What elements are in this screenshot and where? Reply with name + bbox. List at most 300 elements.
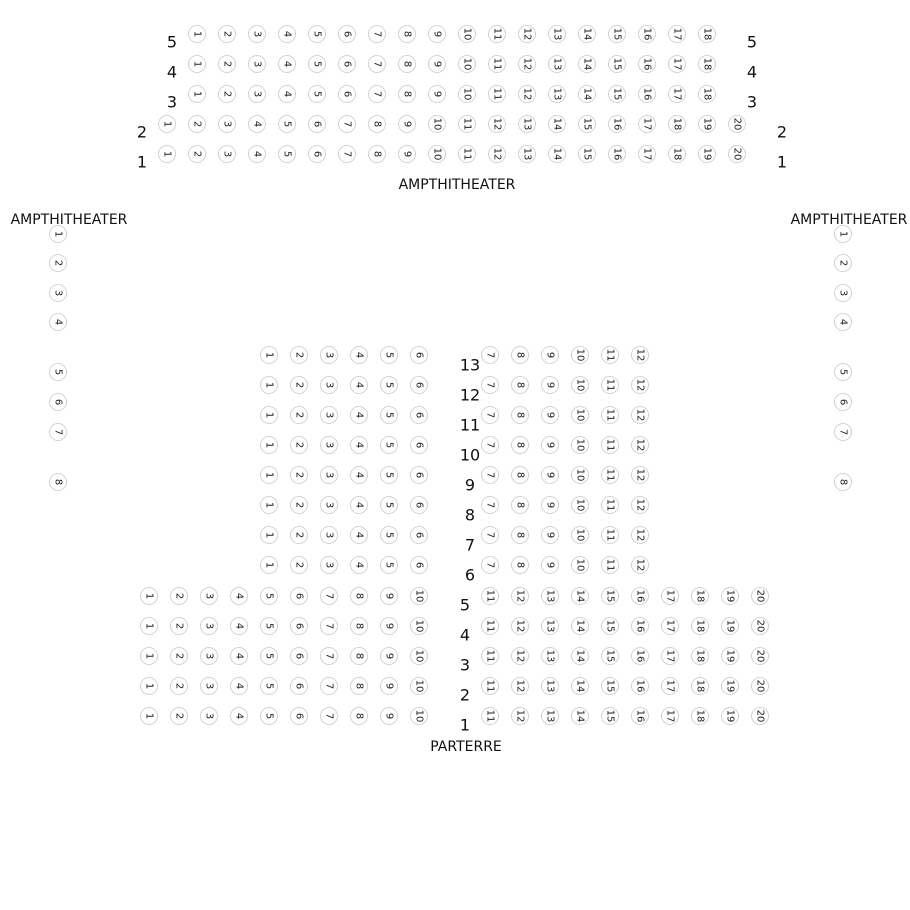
parterre-seat[interactable] [542, 527, 559, 544]
amphitheater-top-seat[interactable] [219, 26, 236, 43]
parterre-seat[interactable] [512, 708, 529, 725]
amphitheater-top-seat[interactable] [429, 86, 446, 103]
amphitheater-top-seat[interactable] [459, 116, 476, 133]
parterre-seat[interactable] [411, 527, 428, 544]
parterre-seat[interactable] [752, 708, 769, 725]
parterre-seat[interactable] [321, 708, 338, 725]
parterre-seat[interactable] [321, 557, 338, 574]
parterre-seat[interactable] [752, 588, 769, 605]
parterre-seat[interactable] [351, 678, 368, 695]
parterre-seat[interactable] [351, 588, 368, 605]
amphitheater-top-seat[interactable] [219, 86, 236, 103]
parterre-seat[interactable] [381, 347, 398, 364]
parterre-seat[interactable] [321, 467, 338, 484]
parterre-seat[interactable] [572, 648, 589, 665]
parterre-seat[interactable] [602, 527, 619, 544]
amphitheater-top-seat[interactable] [519, 26, 536, 43]
parterre-seat[interactable] [291, 467, 308, 484]
parterre-seat[interactable] [632, 648, 649, 665]
parterre-seat[interactable] [572, 588, 589, 605]
parterre-seat[interactable] [482, 618, 499, 635]
parterre-seat[interactable] [602, 467, 619, 484]
parterre-seat[interactable] [231, 678, 248, 695]
amphitheater-top-seat[interactable] [429, 146, 446, 163]
amphitheater-top-seat[interactable] [219, 146, 236, 163]
parterre-seat[interactable] [411, 407, 428, 424]
amphitheater-top-seat[interactable] [219, 116, 236, 133]
parterre-seat[interactable] [381, 407, 398, 424]
parterre-seat[interactable] [291, 437, 308, 454]
parterre-seat[interactable] [602, 648, 619, 665]
parterre-seat[interactable] [662, 678, 679, 695]
amphitheater-top-seat[interactable] [579, 56, 596, 73]
parterre-seat[interactable] [261, 648, 278, 665]
parterre-seat[interactable] [542, 407, 559, 424]
amphitheater-top-seat[interactable] [429, 26, 446, 43]
parterre-seat[interactable] [141, 588, 158, 605]
amphitheater-top-seat[interactable] [399, 86, 416, 103]
amphitheater-top-seat[interactable] [279, 86, 296, 103]
parterre-seat[interactable] [482, 437, 499, 454]
parterre-seat[interactable] [411, 588, 428, 605]
parterre-seat[interactable] [512, 347, 529, 364]
amphitheater-top-seat[interactable] [189, 146, 206, 163]
parterre-seat[interactable] [291, 588, 308, 605]
parterre-seat[interactable] [411, 648, 428, 665]
amphitheater-left-seat[interactable] [50, 364, 67, 381]
amphitheater-top-seat[interactable] [699, 26, 716, 43]
parterre-seat[interactable] [411, 497, 428, 514]
parterre-seat[interactable] [291, 648, 308, 665]
parterre-seat[interactable] [381, 708, 398, 725]
parterre-seat[interactable] [602, 347, 619, 364]
amphitheater-top-seat[interactable] [189, 26, 206, 43]
parterre-seat[interactable] [381, 377, 398, 394]
amphitheater-top-seat[interactable] [369, 56, 386, 73]
parterre-seat[interactable] [572, 497, 589, 514]
parterre-seat[interactable] [351, 708, 368, 725]
parterre-seat[interactable] [512, 678, 529, 695]
parterre-seat[interactable] [542, 618, 559, 635]
amphitheater-top-seat[interactable] [399, 146, 416, 163]
parterre-seat[interactable] [512, 557, 529, 574]
parterre-seat[interactable] [632, 678, 649, 695]
parterre-seat[interactable] [411, 618, 428, 635]
amphitheater-top-seat[interactable] [249, 56, 266, 73]
amphitheater-top-seat[interactable] [219, 56, 236, 73]
parterre-seat[interactable] [201, 588, 218, 605]
parterre-seat[interactable] [261, 437, 278, 454]
amphitheater-top-seat[interactable] [639, 116, 656, 133]
amphitheater-top-seat[interactable] [309, 146, 326, 163]
amphitheater-right-seat[interactable] [835, 394, 852, 411]
parterre-seat[interactable] [411, 708, 428, 725]
parterre-seat[interactable] [351, 377, 368, 394]
amphitheater-top-seat[interactable] [639, 146, 656, 163]
parterre-seat[interactable] [542, 467, 559, 484]
amphitheater-top-seat[interactable] [669, 56, 686, 73]
amphitheater-top-seat[interactable] [279, 116, 296, 133]
amphitheater-top-seat[interactable] [639, 26, 656, 43]
amphitheater-top-seat[interactable] [489, 116, 506, 133]
parterre-seat[interactable] [261, 407, 278, 424]
amphitheater-left-seat[interactable] [50, 474, 67, 491]
parterre-seat[interactable] [201, 618, 218, 635]
parterre-seat[interactable] [542, 557, 559, 574]
parterre-seat[interactable] [381, 467, 398, 484]
amphitheater-top-seat[interactable] [519, 86, 536, 103]
parterre-seat[interactable] [482, 527, 499, 544]
parterre-seat[interactable] [482, 407, 499, 424]
parterre-seat[interactable] [381, 527, 398, 544]
parterre-seat[interactable] [632, 437, 649, 454]
amphitheater-left-seat[interactable] [50, 424, 67, 441]
amphitheater-right-seat[interactable] [835, 285, 852, 302]
amphitheater-top-seat[interactable] [549, 26, 566, 43]
amphitheater-top-seat[interactable] [609, 146, 626, 163]
parterre-seat[interactable] [141, 708, 158, 725]
parterre-seat[interactable] [572, 407, 589, 424]
parterre-seat[interactable] [632, 377, 649, 394]
amphitheater-top-seat[interactable] [189, 86, 206, 103]
parterre-seat[interactable] [141, 648, 158, 665]
parterre-seat[interactable] [572, 377, 589, 394]
amphitheater-top-seat[interactable] [159, 116, 176, 133]
amphitheater-top-seat[interactable] [459, 146, 476, 163]
amphitheater-top-seat[interactable] [339, 146, 356, 163]
parterre-seat[interactable] [321, 678, 338, 695]
parterre-seat[interactable] [321, 497, 338, 514]
amphitheater-top-seat[interactable] [729, 116, 746, 133]
amphitheater-top-seat[interactable] [549, 86, 566, 103]
amphitheater-top-seat[interactable] [459, 86, 476, 103]
parterre-seat[interactable] [512, 527, 529, 544]
amphitheater-top-seat[interactable] [519, 146, 536, 163]
parterre-seat[interactable] [602, 588, 619, 605]
parterre-seat[interactable] [512, 648, 529, 665]
parterre-seat[interactable] [542, 708, 559, 725]
parterre-seat[interactable] [321, 377, 338, 394]
parterre-seat[interactable] [321, 407, 338, 424]
amphitheater-top-seat[interactable] [369, 116, 386, 133]
parterre-seat[interactable] [351, 648, 368, 665]
parterre-seat[interactable] [512, 407, 529, 424]
amphitheater-top-seat[interactable] [609, 56, 626, 73]
parterre-seat[interactable] [381, 678, 398, 695]
parterre-seat[interactable] [261, 618, 278, 635]
parterre-seat[interactable] [351, 618, 368, 635]
parterre-seat[interactable] [692, 648, 709, 665]
parterre-seat[interactable] [351, 467, 368, 484]
amphitheater-left-seat[interactable] [50, 255, 67, 272]
amphitheater-left-seat[interactable] [50, 394, 67, 411]
amphitheater-top-seat[interactable] [699, 86, 716, 103]
parterre-seat[interactable] [482, 467, 499, 484]
amphitheater-top-seat[interactable] [489, 56, 506, 73]
parterre-seat[interactable] [602, 407, 619, 424]
amphitheater-top-seat[interactable] [249, 86, 266, 103]
amphitheater-top-seat[interactable] [489, 146, 506, 163]
parterre-seat[interactable] [542, 648, 559, 665]
parterre-seat[interactable] [291, 407, 308, 424]
parterre-seat[interactable] [261, 557, 278, 574]
parterre-seat[interactable] [351, 437, 368, 454]
amphitheater-top-seat[interactable] [249, 116, 266, 133]
parterre-seat[interactable] [512, 377, 529, 394]
parterre-seat[interactable] [602, 497, 619, 514]
parterre-seat[interactable] [632, 527, 649, 544]
amphitheater-top-seat[interactable] [249, 146, 266, 163]
parterre-seat[interactable] [171, 618, 188, 635]
parterre-seat[interactable] [752, 678, 769, 695]
amphitheater-right-seat[interactable] [835, 226, 852, 243]
parterre-seat[interactable] [291, 678, 308, 695]
parterre-seat[interactable] [482, 648, 499, 665]
amphitheater-top-seat[interactable] [579, 146, 596, 163]
amphitheater-top-seat[interactable] [399, 56, 416, 73]
parterre-seat[interactable] [482, 588, 499, 605]
amphitheater-top-seat[interactable] [459, 26, 476, 43]
amphitheater-top-seat[interactable] [699, 56, 716, 73]
amphitheater-top-seat[interactable] [429, 56, 446, 73]
parterre-seat[interactable] [632, 467, 649, 484]
parterre-seat[interactable] [381, 437, 398, 454]
amphitheater-top-seat[interactable] [309, 86, 326, 103]
parterre-seat[interactable] [381, 618, 398, 635]
parterre-seat[interactable] [542, 347, 559, 364]
parterre-seat[interactable] [572, 437, 589, 454]
parterre-seat[interactable] [321, 618, 338, 635]
parterre-seat[interactable] [482, 497, 499, 514]
parterre-seat[interactable] [381, 648, 398, 665]
amphitheater-top-seat[interactable] [669, 26, 686, 43]
amphitheater-right-seat[interactable] [835, 424, 852, 441]
parterre-seat[interactable] [572, 678, 589, 695]
parterre-seat[interactable] [632, 557, 649, 574]
amphitheater-right-seat[interactable] [835, 364, 852, 381]
parterre-seat[interactable] [572, 557, 589, 574]
parterre-seat[interactable] [321, 437, 338, 454]
parterre-seat[interactable] [381, 497, 398, 514]
parterre-seat[interactable] [321, 648, 338, 665]
parterre-seat[interactable] [291, 377, 308, 394]
amphitheater-left-seat[interactable] [50, 285, 67, 302]
amphitheater-top-seat[interactable] [339, 26, 356, 43]
amphitheater-top-seat[interactable] [549, 116, 566, 133]
amphitheater-right-seat[interactable] [835, 255, 852, 272]
parterre-seat[interactable] [141, 678, 158, 695]
parterre-seat[interactable] [752, 648, 769, 665]
amphitheater-top-seat[interactable] [309, 26, 326, 43]
parterre-seat[interactable] [632, 497, 649, 514]
amphitheater-top-seat[interactable] [429, 116, 446, 133]
parterre-seat[interactable] [291, 347, 308, 364]
amphitheater-top-seat[interactable] [279, 56, 296, 73]
parterre-seat[interactable] [351, 347, 368, 364]
parterre-seat[interactable] [351, 527, 368, 544]
parterre-seat[interactable] [752, 618, 769, 635]
parterre-seat[interactable] [261, 347, 278, 364]
amphitheater-top-seat[interactable] [669, 146, 686, 163]
parterre-seat[interactable] [602, 618, 619, 635]
amphitheater-top-seat[interactable] [459, 56, 476, 73]
parterre-seat[interactable] [231, 708, 248, 725]
amphitheater-right-seat[interactable] [835, 474, 852, 491]
parterre-seat[interactable] [542, 588, 559, 605]
parterre-seat[interactable] [351, 557, 368, 574]
parterre-seat[interactable] [722, 678, 739, 695]
parterre-seat[interactable] [411, 437, 428, 454]
amphitheater-left-seat[interactable] [50, 314, 67, 331]
parterre-seat[interactable] [482, 557, 499, 574]
parterre-seat[interactable] [321, 347, 338, 364]
parterre-seat[interactable] [722, 618, 739, 635]
parterre-seat[interactable] [662, 588, 679, 605]
parterre-seat[interactable] [321, 588, 338, 605]
parterre-seat[interactable] [141, 618, 158, 635]
parterre-seat[interactable] [572, 527, 589, 544]
parterre-seat[interactable] [261, 467, 278, 484]
parterre-seat[interactable] [602, 678, 619, 695]
parterre-seat[interactable] [602, 708, 619, 725]
parterre-seat[interactable] [632, 588, 649, 605]
parterre-seat[interactable] [381, 588, 398, 605]
parterre-seat[interactable] [692, 588, 709, 605]
parterre-seat[interactable] [542, 678, 559, 695]
parterre-seat[interactable] [351, 407, 368, 424]
amphitheater-top-seat[interactable] [549, 56, 566, 73]
amphitheater-top-seat[interactable] [489, 86, 506, 103]
parterre-seat[interactable] [231, 648, 248, 665]
amphitheater-top-seat[interactable] [519, 116, 536, 133]
amphitheater-top-seat[interactable] [669, 116, 686, 133]
amphitheater-top-seat[interactable] [579, 86, 596, 103]
parterre-seat[interactable] [692, 618, 709, 635]
amphitheater-top-seat[interactable] [189, 116, 206, 133]
amphitheater-top-seat[interactable] [309, 56, 326, 73]
parterre-seat[interactable] [351, 497, 368, 514]
amphitheater-top-seat[interactable] [339, 116, 356, 133]
parterre-seat[interactable] [482, 347, 499, 364]
amphitheater-top-seat[interactable] [669, 86, 686, 103]
parterre-seat[interactable] [722, 588, 739, 605]
parterre-seat[interactable] [171, 708, 188, 725]
amphitheater-top-seat[interactable] [699, 146, 716, 163]
parterre-seat[interactable] [512, 437, 529, 454]
amphitheater-top-seat[interactable] [189, 56, 206, 73]
parterre-seat[interactable] [602, 557, 619, 574]
amphitheater-top-seat[interactable] [339, 86, 356, 103]
amphitheater-top-seat[interactable] [369, 146, 386, 163]
parterre-seat[interactable] [261, 588, 278, 605]
parterre-seat[interactable] [231, 588, 248, 605]
parterre-seat[interactable] [291, 708, 308, 725]
amphitheater-top-seat[interactable] [639, 56, 656, 73]
parterre-seat[interactable] [411, 467, 428, 484]
amphitheater-top-seat[interactable] [399, 116, 416, 133]
parterre-seat[interactable] [201, 678, 218, 695]
parterre-seat[interactable] [512, 497, 529, 514]
parterre-seat[interactable] [231, 618, 248, 635]
parterre-seat[interactable] [572, 708, 589, 725]
parterre-seat[interactable] [632, 618, 649, 635]
parterre-seat[interactable] [722, 708, 739, 725]
amphitheater-top-seat[interactable] [579, 26, 596, 43]
parterre-seat[interactable] [261, 377, 278, 394]
amphitheater-top-seat[interactable] [249, 26, 266, 43]
amphitheater-top-seat[interactable] [309, 116, 326, 133]
parterre-seat[interactable] [411, 678, 428, 695]
parterre-seat[interactable] [291, 557, 308, 574]
amphitheater-top-seat[interactable] [609, 116, 626, 133]
amphitheater-left-seat[interactable] [50, 226, 67, 243]
parterre-seat[interactable] [662, 618, 679, 635]
parterre-seat[interactable] [662, 708, 679, 725]
parterre-seat[interactable] [572, 467, 589, 484]
parterre-seat[interactable] [542, 497, 559, 514]
parterre-seat[interactable] [602, 437, 619, 454]
amphitheater-top-seat[interactable] [159, 146, 176, 163]
parterre-seat[interactable] [291, 527, 308, 544]
amphitheater-top-seat[interactable] [339, 56, 356, 73]
parterre-seat[interactable] [692, 708, 709, 725]
amphitheater-top-seat[interactable] [519, 56, 536, 73]
parterre-seat[interactable] [662, 648, 679, 665]
amphitheater-top-seat[interactable] [369, 26, 386, 43]
parterre-seat[interactable] [171, 678, 188, 695]
amphitheater-top-seat[interactable] [279, 146, 296, 163]
parterre-seat[interactable] [722, 648, 739, 665]
parterre-seat[interactable] [171, 648, 188, 665]
parterre-seat[interactable] [201, 708, 218, 725]
amphitheater-right-seat[interactable] [835, 314, 852, 331]
parterre-seat[interactable] [512, 618, 529, 635]
parterre-seat[interactable] [482, 678, 499, 695]
parterre-seat[interactable] [411, 377, 428, 394]
parterre-seat[interactable] [482, 708, 499, 725]
parterre-seat[interactable] [482, 377, 499, 394]
parterre-seat[interactable] [381, 557, 398, 574]
parterre-seat[interactable] [692, 678, 709, 695]
parterre-seat[interactable] [411, 557, 428, 574]
parterre-seat[interactable] [261, 678, 278, 695]
parterre-seat[interactable] [291, 618, 308, 635]
parterre-seat[interactable] [572, 618, 589, 635]
parterre-seat[interactable] [632, 347, 649, 364]
amphitheater-top-seat[interactable] [609, 86, 626, 103]
amphitheater-top-seat[interactable] [579, 116, 596, 133]
parterre-seat[interactable] [411, 347, 428, 364]
parterre-seat[interactable] [542, 377, 559, 394]
parterre-seat[interactable] [512, 467, 529, 484]
amphitheater-top-seat[interactable] [729, 146, 746, 163]
amphitheater-top-seat[interactable] [699, 116, 716, 133]
parterre-seat[interactable] [632, 708, 649, 725]
amphitheater-top-seat[interactable] [489, 26, 506, 43]
amphitheater-top-seat[interactable] [279, 26, 296, 43]
amphitheater-top-seat[interactable] [549, 146, 566, 163]
amphitheater-top-seat[interactable] [399, 26, 416, 43]
parterre-seat[interactable] [201, 648, 218, 665]
parterre-seat[interactable] [261, 527, 278, 544]
parterre-seat[interactable] [261, 708, 278, 725]
amphitheater-top-seat[interactable] [369, 86, 386, 103]
amphitheater-top-seat[interactable] [639, 86, 656, 103]
parterre-seat[interactable] [632, 407, 649, 424]
parterre-seat[interactable] [261, 497, 278, 514]
parterre-seat[interactable] [291, 497, 308, 514]
parterre-seat[interactable] [321, 527, 338, 544]
